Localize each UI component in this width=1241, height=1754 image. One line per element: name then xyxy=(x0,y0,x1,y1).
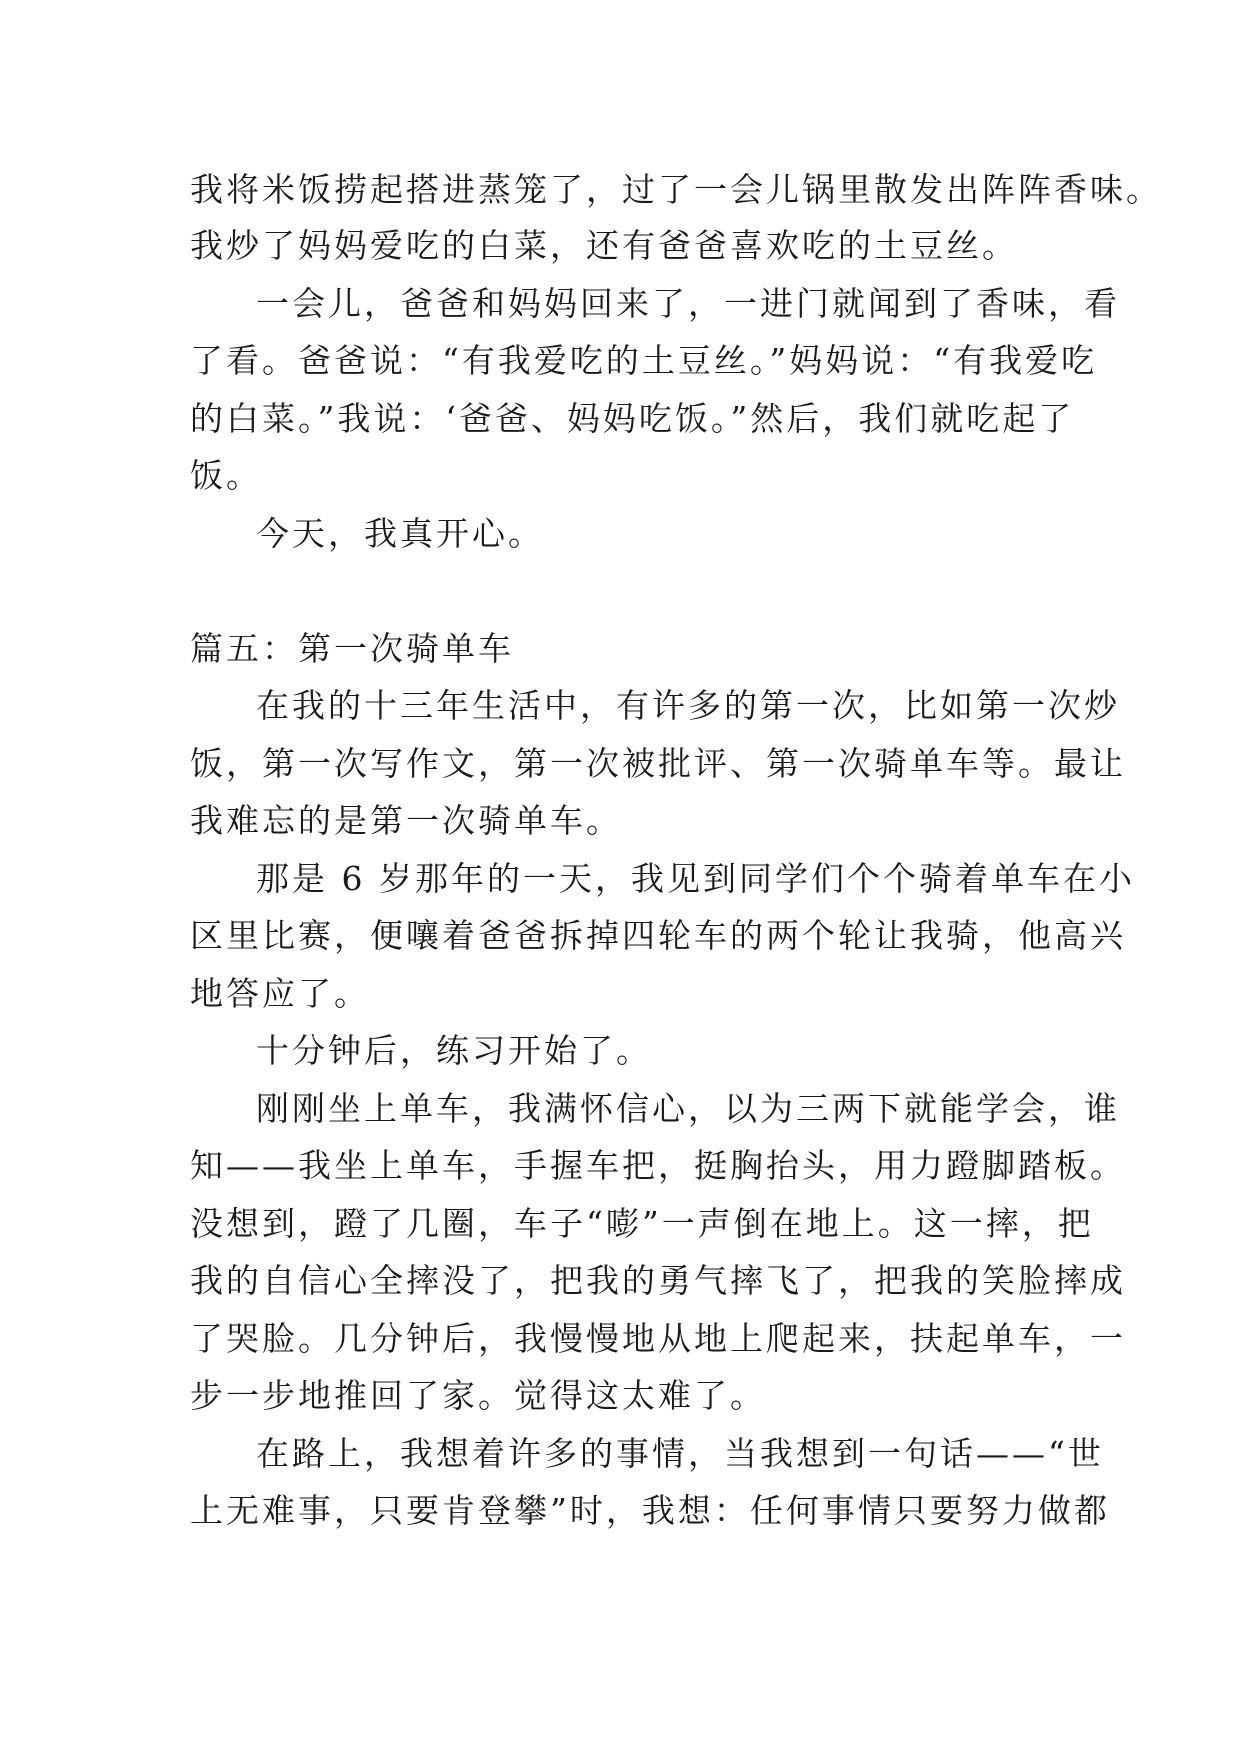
paragraph-line: 我炒了妈妈爱吃的白菜，还有爸爸喜欢吃的土豆丝。 xyxy=(190,226,1018,265)
paragraph-line: 了哭脸。几分钟后，我慢慢地从地上爬起来，扶起单车，一 xyxy=(190,1319,1126,1358)
paragraph-line: 知——我坐上单车，手握车把，挺胸抬头，用力蹬脚踏板。 xyxy=(190,1146,1126,1185)
paragraph-line: 区里比赛，便嚷着爸爸拆掉四轮车的两个轮让我骑，他高兴 xyxy=(190,916,1126,955)
paragraph-line: 那是 6 岁那年的一天，我见到同学们个个骑着单车在小 xyxy=(256,859,1135,898)
paragraph-line: 地答应了。 xyxy=(190,974,370,1013)
paragraph-line: 我将米饭捞起搭进蒸笼了，过了一会儿锅里散发出阵阵香味。 xyxy=(190,170,1162,209)
paragraph-line: 步一步地推回了家。觉得这太难了。 xyxy=(190,1376,766,1415)
paragraph-line: 在我的十三年生活中，有许多的第一次，比如第一次炒 xyxy=(256,686,1120,725)
section-heading: 篇五：第一次骑单车 xyxy=(190,629,514,668)
paragraph-line: 我的自信心全摔没了，把我的勇气摔飞了，把我的笑脸摔成 xyxy=(190,1261,1126,1300)
paragraph-line: 的白菜。”我说：‘爸爸、妈妈吃饭。”然后，我们就吃起了 xyxy=(190,399,1075,438)
paragraph-line: 饭。 xyxy=(190,456,262,495)
paragraph-line: 今天，我真开心。 xyxy=(256,514,544,553)
paragraph-line: 没想到，蹬了几圈，车子“嘭”一声倒在地上。这一摔，把 xyxy=(190,1204,1094,1243)
paragraph-line: 饭，第一次写作文，第一次被批评、第一次骑单车等。最让 xyxy=(190,744,1126,783)
paragraph-line: 一会儿，爸爸和妈妈回来了，一进门就闻到了香味，看 xyxy=(256,284,1120,323)
paragraph-line: 十分钟后，练习开始了。 xyxy=(256,1031,652,1070)
paragraph-line: 了看。爸爸说：“有我爱吃的土豆丝。”妈妈说：“有我爱吃 xyxy=(190,341,1098,380)
paragraph-line: 上无难事，只要肯登攀”时，我想：任何事情只要努力做都 xyxy=(190,1491,1110,1530)
paragraph-line: 在路上，我想着许多的事情，当我想到一句话——“世 xyxy=(256,1434,1104,1473)
paragraph-line: 刚刚坐上单车，我满怀信心，以为三两下就能学会，谁 xyxy=(256,1089,1120,1128)
paragraph-line: 我难忘的是第一次骑单车。 xyxy=(190,801,622,840)
